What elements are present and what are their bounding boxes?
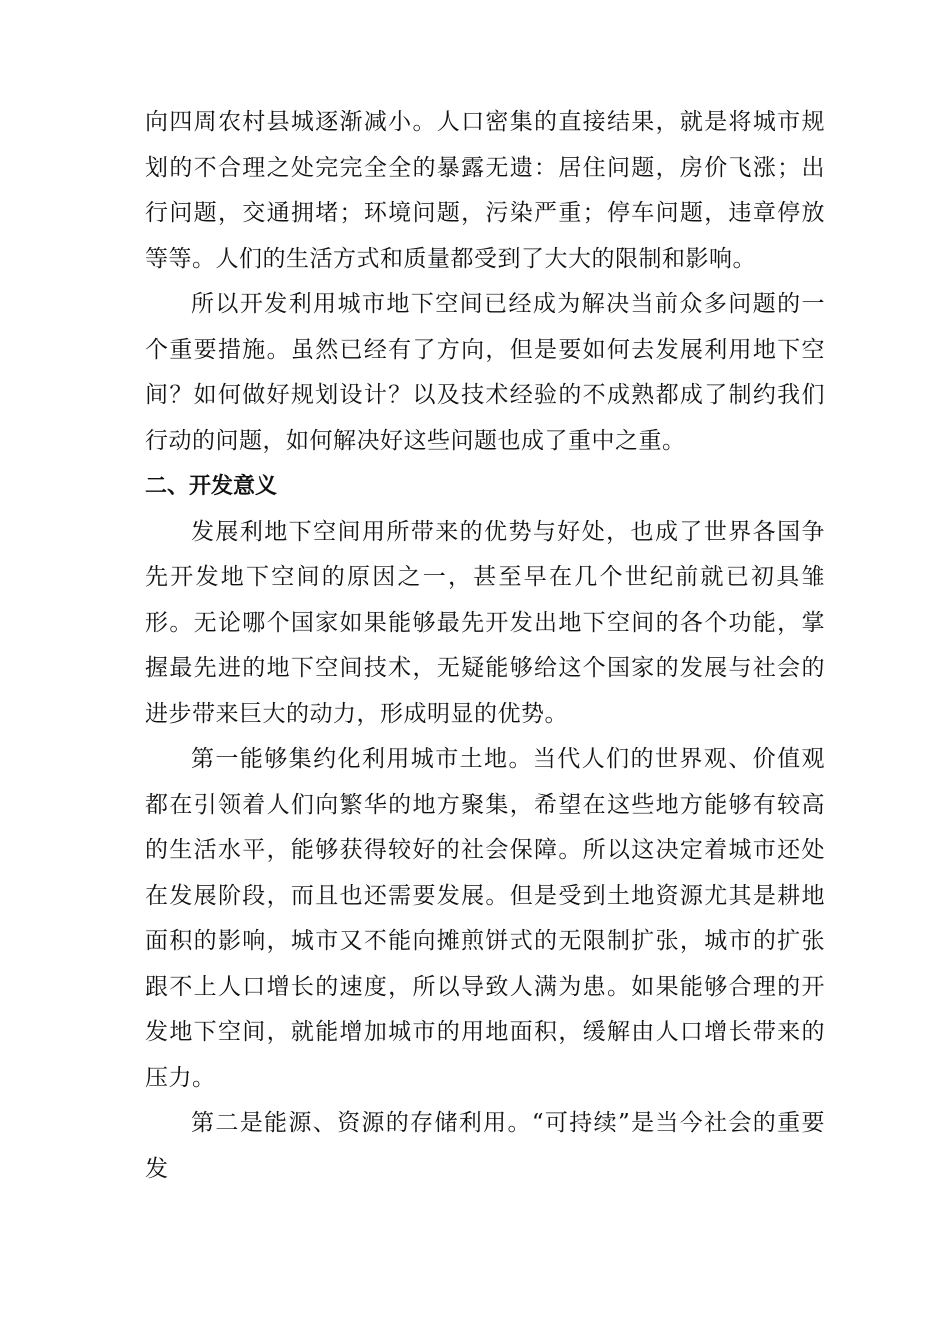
section-heading: 二、开发意义 bbox=[145, 474, 278, 499]
paragraph-5: 第二是能源、资源的存储利用。“可持续”是当今社会的重要发 bbox=[145, 1110, 825, 1182]
paragraph-2: 所以开发利用城市地下空间已经成为解决当前众多问题的一个重要措施。虽然已经有了方向，但是要如何去发展利用地下空间？如何做好规划设计？以及技术经验的不成熟都成了制约我们行动的问题，如何解决好这些问题也成了重中之重。 bbox=[145, 291, 825, 454]
paragraph-4: 第一能够集约化利用城市土地。当代人们的世界观、价值观都在引领着人们向繁华的地方聚集，希望在这些地方能够有较高的生活水平，能够获得较好的社会保障。所以这决定着城市还处在发展阶段，而且也还需要发展。但是受到土地资源尤其是耕地面积的影响，城市又不能向摊煎饼式的无限制扩张，城市的扩张跟不上人口增长的速度，所以导致人满为患。如果能够合理的开发地下空间，就能增加城市的用地面积，缓解由人口增长带来的压力。 bbox=[145, 746, 825, 1091]
paragraph-1: 向四周农村县城逐渐减小。人口密集的直接结果，就是将城市规划的不合理之处完完全全的暴露无遗：居住问题，房价飞涨；出行问题，交通拥堵；环境问题，污染严重；停车问题，违章停放等等。人们的生活方式和质量都受到了大大的限制和影响。 bbox=[145, 109, 825, 272]
paragraph-3: 发展利地下空间用所带来的优势与好处，也成了世界各国争先开发地下空间的原因之一，甚至早在几个世纪前就已初具雏形。无论哪个国家如果能够最先开发出地下空间的各个功能，掌握最先进的地下空间技术，无疑能够给这个国家的发展与社会的进步带来巨大的动力，形成明显的优势。 bbox=[145, 518, 825, 727]
document-page bbox=[145, 100, 825, 1192]
